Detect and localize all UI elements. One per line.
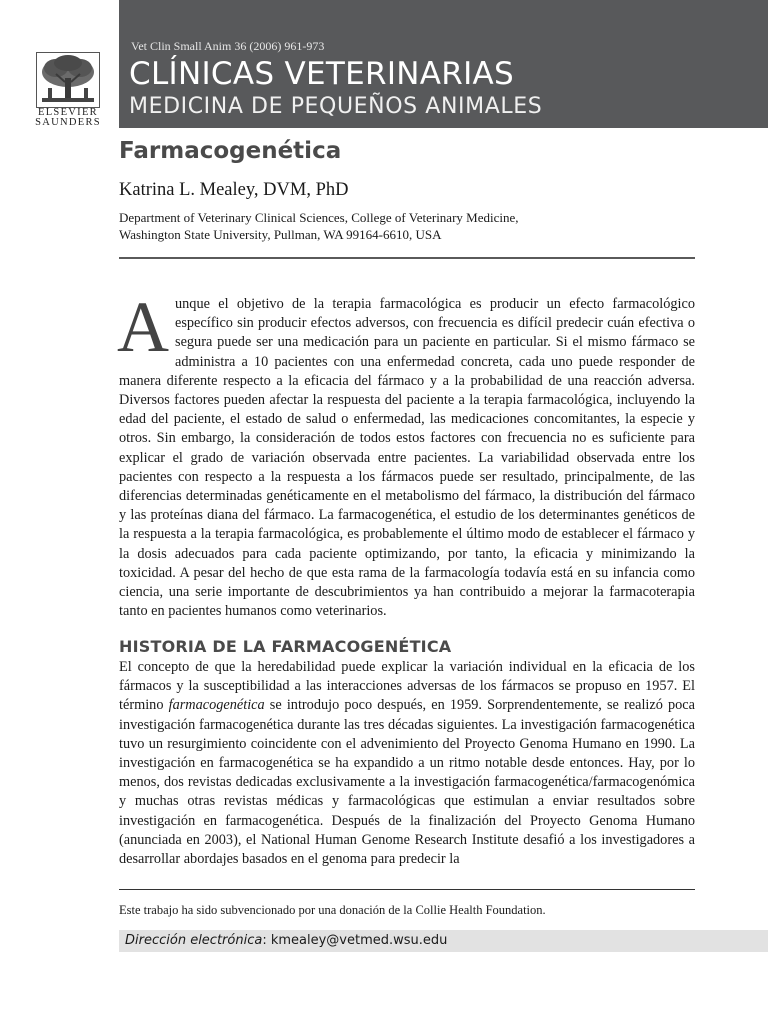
publisher-name-line1: ELSEVIER (38, 107, 98, 118)
email-line (125, 933, 447, 948)
author-name: Katrina L. Mealey, DVM, PhD (119, 180, 349, 200)
author-affiliation (119, 209, 679, 243)
journal-banner (119, 0, 768, 128)
funding-note: Este trabajo ha sido subvencionado por una donación de la Collie Health Foundation. (119, 903, 546, 917)
drop-cap: A (117, 287, 169, 367)
publisher-logo (22, 52, 114, 132)
email-label: Dirección electrónica (125, 933, 263, 948)
article-title: Farmacogenética (119, 138, 342, 164)
affiliation-line: Department of Veterinary Clinical Sciences, College of Veterinary Medicine, (119, 210, 519, 225)
email-bar (119, 930, 768, 952)
history-term: farmacogenética (168, 697, 265, 714)
publisher-name-line2: SAUNDERS (35, 117, 101, 128)
citation: Vet Clin Small Anim 36 (2006) 961-973 (131, 39, 325, 53)
journal-subtitle: MEDICINA DE PEQUEÑOS ANIMALES (129, 94, 543, 119)
email-separator: : (262, 933, 271, 948)
header-divider (119, 257, 695, 259)
history-text-cont: se introdujo poco después, en 1959. Sorprendentemente, se realizó poca investigación farmacogenética durante las tres décadas siguientes. La investigación farmacogenética tuvo un resurgimiento coincidente con el advenimiento del Proyecto Genoma Humano en 1990. La investigación en farmacogenética se ha expandido a un ritmo notable desde entonces. Hay, por lo menos, dos revistas dedicadas exclusivamente a la investigación farmacogenética/farmacogenómica y muchas otras revistas médicas y farmacológicas que estimulan a enviar resultados sobre investigación en farmacogenética. Después de la finalización del Proyecto Genoma Humano (anunciada en 2003), el National Human Genome Research Institute desafió a los investigadores a desarrollar abordajes basados en el genoma para predecir la (119, 697, 695, 868)
section-heading: HISTORIA DE LA FARMACOGENÉTICA (119, 637, 452, 656)
intro-text: unque el objetivo de la terapia farmacológica es producir un efecto farmacológico específico sin producir efectos adversos, con frecuencia es difícil predecir cuán efectiva o segura puede ser una medicación para un paciente en particular. Si el mismo fármaco se administra a 10 pacientes con una enfermedad concreta, cada uno puede responder de manera diferente respecto a la eficacia del fármaco y a la probabilidad de una reacción adversa. Diversos factores pueden afectar la respuesta del paciente a la terapia farmacológica, incluyendo la edad del paciente, el estado de salud o enfermedad, las medicaciones concomitantes, la especie y otros. Sin embargo, la consideración de todos estos factores con frecuencia no es suficiente para explicar el grado de variación observada entre pacientes. La variabilidad observada entre los pacientes con respecto a la respuesta a los fármacos puede ser resultado, principalmente, de las diferencias determinadas genéticamente en el metabolismo del fármaco, la distribución del fármaco y las proteínas diana del fármaco. La farmacogenética, el estudio de los determinantes genéticos de la respuesta a la terapia farmacológica, es probablemente el último modo de establecer el fármaco y la dosis adecuados para cada paciente optimizando, por tanto, la eficacia y minimizando la toxicidad. A pesar del hecho de que esta rama de la farmacología todavía está en su infancia como ciencia, una serie importante de descubrimientos ya han contribuido a mejorar la farmacoterapia tanto en pacientes humanos como veterinarios. (119, 296, 695, 620)
footnote-divider (119, 889, 695, 890)
history-text: El concepto de que la heredabilidad puede explicar la variación individual en la eficacia de los fármacos y la susceptibilidad a las interacciones adversas de los fármacos se propuso en 1957. El término (119, 659, 695, 714)
email-address[interactable]: kmealey@vetmed.wsu.edu (270, 933, 448, 948)
journal-title: CLÍNICAS VETERINARIAS (129, 56, 515, 92)
elsevier-tree-icon (36, 52, 100, 108)
history-paragraph (119, 658, 695, 869)
intro-paragraph (117, 287, 695, 621)
affiliation-line: Washington State University, Pullman, WA 99164-6610, USA (119, 227, 442, 242)
